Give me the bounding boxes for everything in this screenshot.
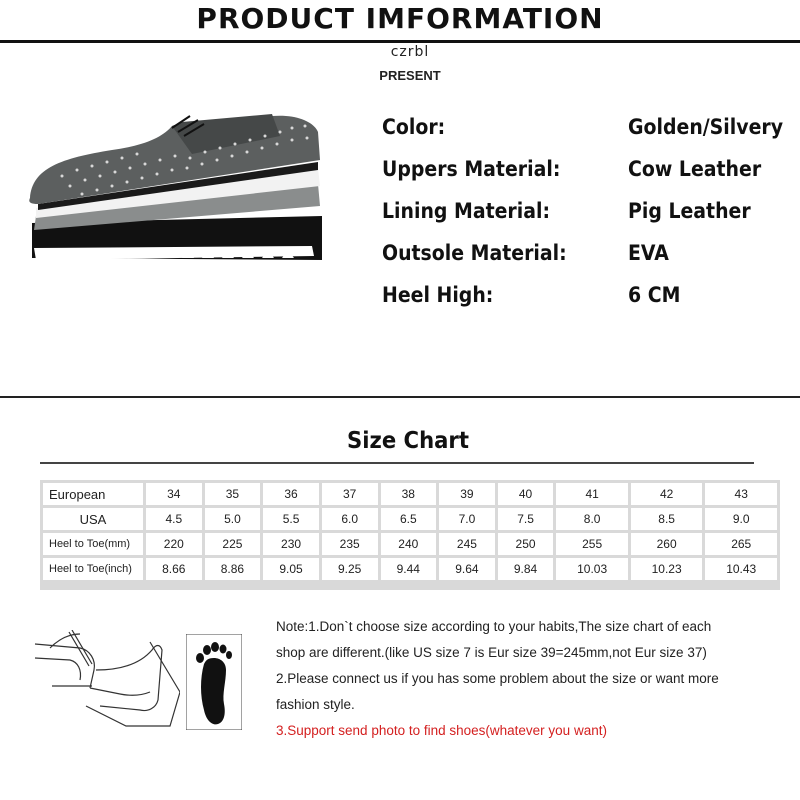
size-cell: 9.05 (263, 558, 319, 580)
size-cell: 9.25 (322, 558, 378, 580)
size-cell: 42 (631, 483, 703, 505)
size-cell: 250 (498, 533, 554, 555)
size-notes (276, 614, 776, 744)
note-line-1: Note:1.Don`t choose size according to your habits,The size chart of each (276, 619, 712, 634)
size-cell: 5.0 (205, 508, 261, 530)
size-cell: 8.66 (146, 558, 202, 580)
size-chart-title: Size Chart (347, 428, 469, 454)
size-cell: 230 (263, 533, 319, 555)
size-cell: 9.64 (439, 558, 495, 580)
size-cell: 10.43 (705, 558, 777, 580)
note-line-4: fashion style. (276, 697, 355, 712)
size-cell: 39 (439, 483, 495, 505)
size-cell: 9.84 (498, 558, 554, 580)
size-row-label: European (43, 483, 143, 505)
size-table-row (43, 483, 777, 505)
brand-logo: czrbl (390, 44, 430, 60)
size-cell: 9.0 (705, 508, 777, 530)
size-cell: 37 (322, 483, 378, 505)
size-row-label: Heel to Toe(mm) (43, 533, 143, 555)
size-cell: 34 (146, 483, 202, 505)
spec-label-color: Color: (382, 115, 446, 139)
size-cell: 10.03 (556, 558, 628, 580)
spec-value-uppers: Cow Leather (628, 157, 762, 181)
size-cell: 4.5 (146, 508, 202, 530)
size-cell: 38 (381, 483, 437, 505)
size-table-row (43, 508, 777, 530)
size-cell: 10.23 (631, 558, 703, 580)
spec-value-color: Golden/Silvery (628, 115, 784, 139)
present-label: PRESENT (379, 68, 441, 83)
spec-value-lining: Pig Leather (628, 199, 751, 223)
size-row-label: Heel to Toe(inch) (43, 558, 143, 580)
size-table (40, 480, 780, 583)
note-line-5: 3.Support send photo to find shoes(whatever you want) (276, 723, 607, 738)
size-cell: 35 (205, 483, 261, 505)
size-cell: 265 (705, 533, 777, 555)
size-cell: 6.0 (322, 508, 378, 530)
size-cell: 220 (146, 533, 202, 555)
size-cell: 240 (381, 533, 437, 555)
spec-label-lining: Lining Material: (382, 199, 551, 223)
size-cell: 6.5 (381, 508, 437, 530)
size-cell: 8.5 (631, 508, 703, 530)
note-line-3: 2.Please connect us if you has some problem about the size or want more (276, 671, 719, 686)
size-table-row (43, 558, 777, 580)
size-row-label: USA (43, 508, 143, 530)
size-table-row (43, 533, 777, 555)
size-cell: 255 (556, 533, 628, 555)
size-cell: 41 (556, 483, 628, 505)
spec-label-uppers: Uppers Material: (382, 157, 561, 181)
size-cell: 260 (631, 533, 703, 555)
size-cell: 43 (705, 483, 777, 505)
size-cell: 7.5 (498, 508, 554, 530)
spec-value-heel: 6 CM (628, 283, 681, 307)
size-cell: 225 (205, 533, 261, 555)
section-divider (0, 396, 800, 398)
size-chart-divider (40, 462, 754, 464)
size-cell: 8.0 (556, 508, 628, 530)
size-cell: 36 (263, 483, 319, 505)
footprint-icon (186, 634, 242, 730)
shoe-product-image (22, 108, 322, 268)
spec-label-heel: Heel High: (382, 283, 494, 307)
size-cell: 245 (439, 533, 495, 555)
size-cell: 9.44 (381, 558, 437, 580)
size-cell: 235 (322, 533, 378, 555)
size-cell: 7.0 (439, 508, 495, 530)
size-cell: 40 (498, 483, 554, 505)
note-line-2: shop are different.(like US size 7 is Eur size 39=245mm,not Eur size 37) (276, 645, 707, 660)
spec-value-outsole: EVA (628, 241, 669, 265)
header-divider (0, 40, 800, 43)
spec-label-outsole: Outsole Material: (382, 241, 567, 265)
foot-measure-illustration (30, 630, 180, 730)
header-title: PRODUCT IMFORMATION (196, 2, 604, 35)
size-cell: 5.5 (263, 508, 319, 530)
size-cell: 8.86 (205, 558, 261, 580)
